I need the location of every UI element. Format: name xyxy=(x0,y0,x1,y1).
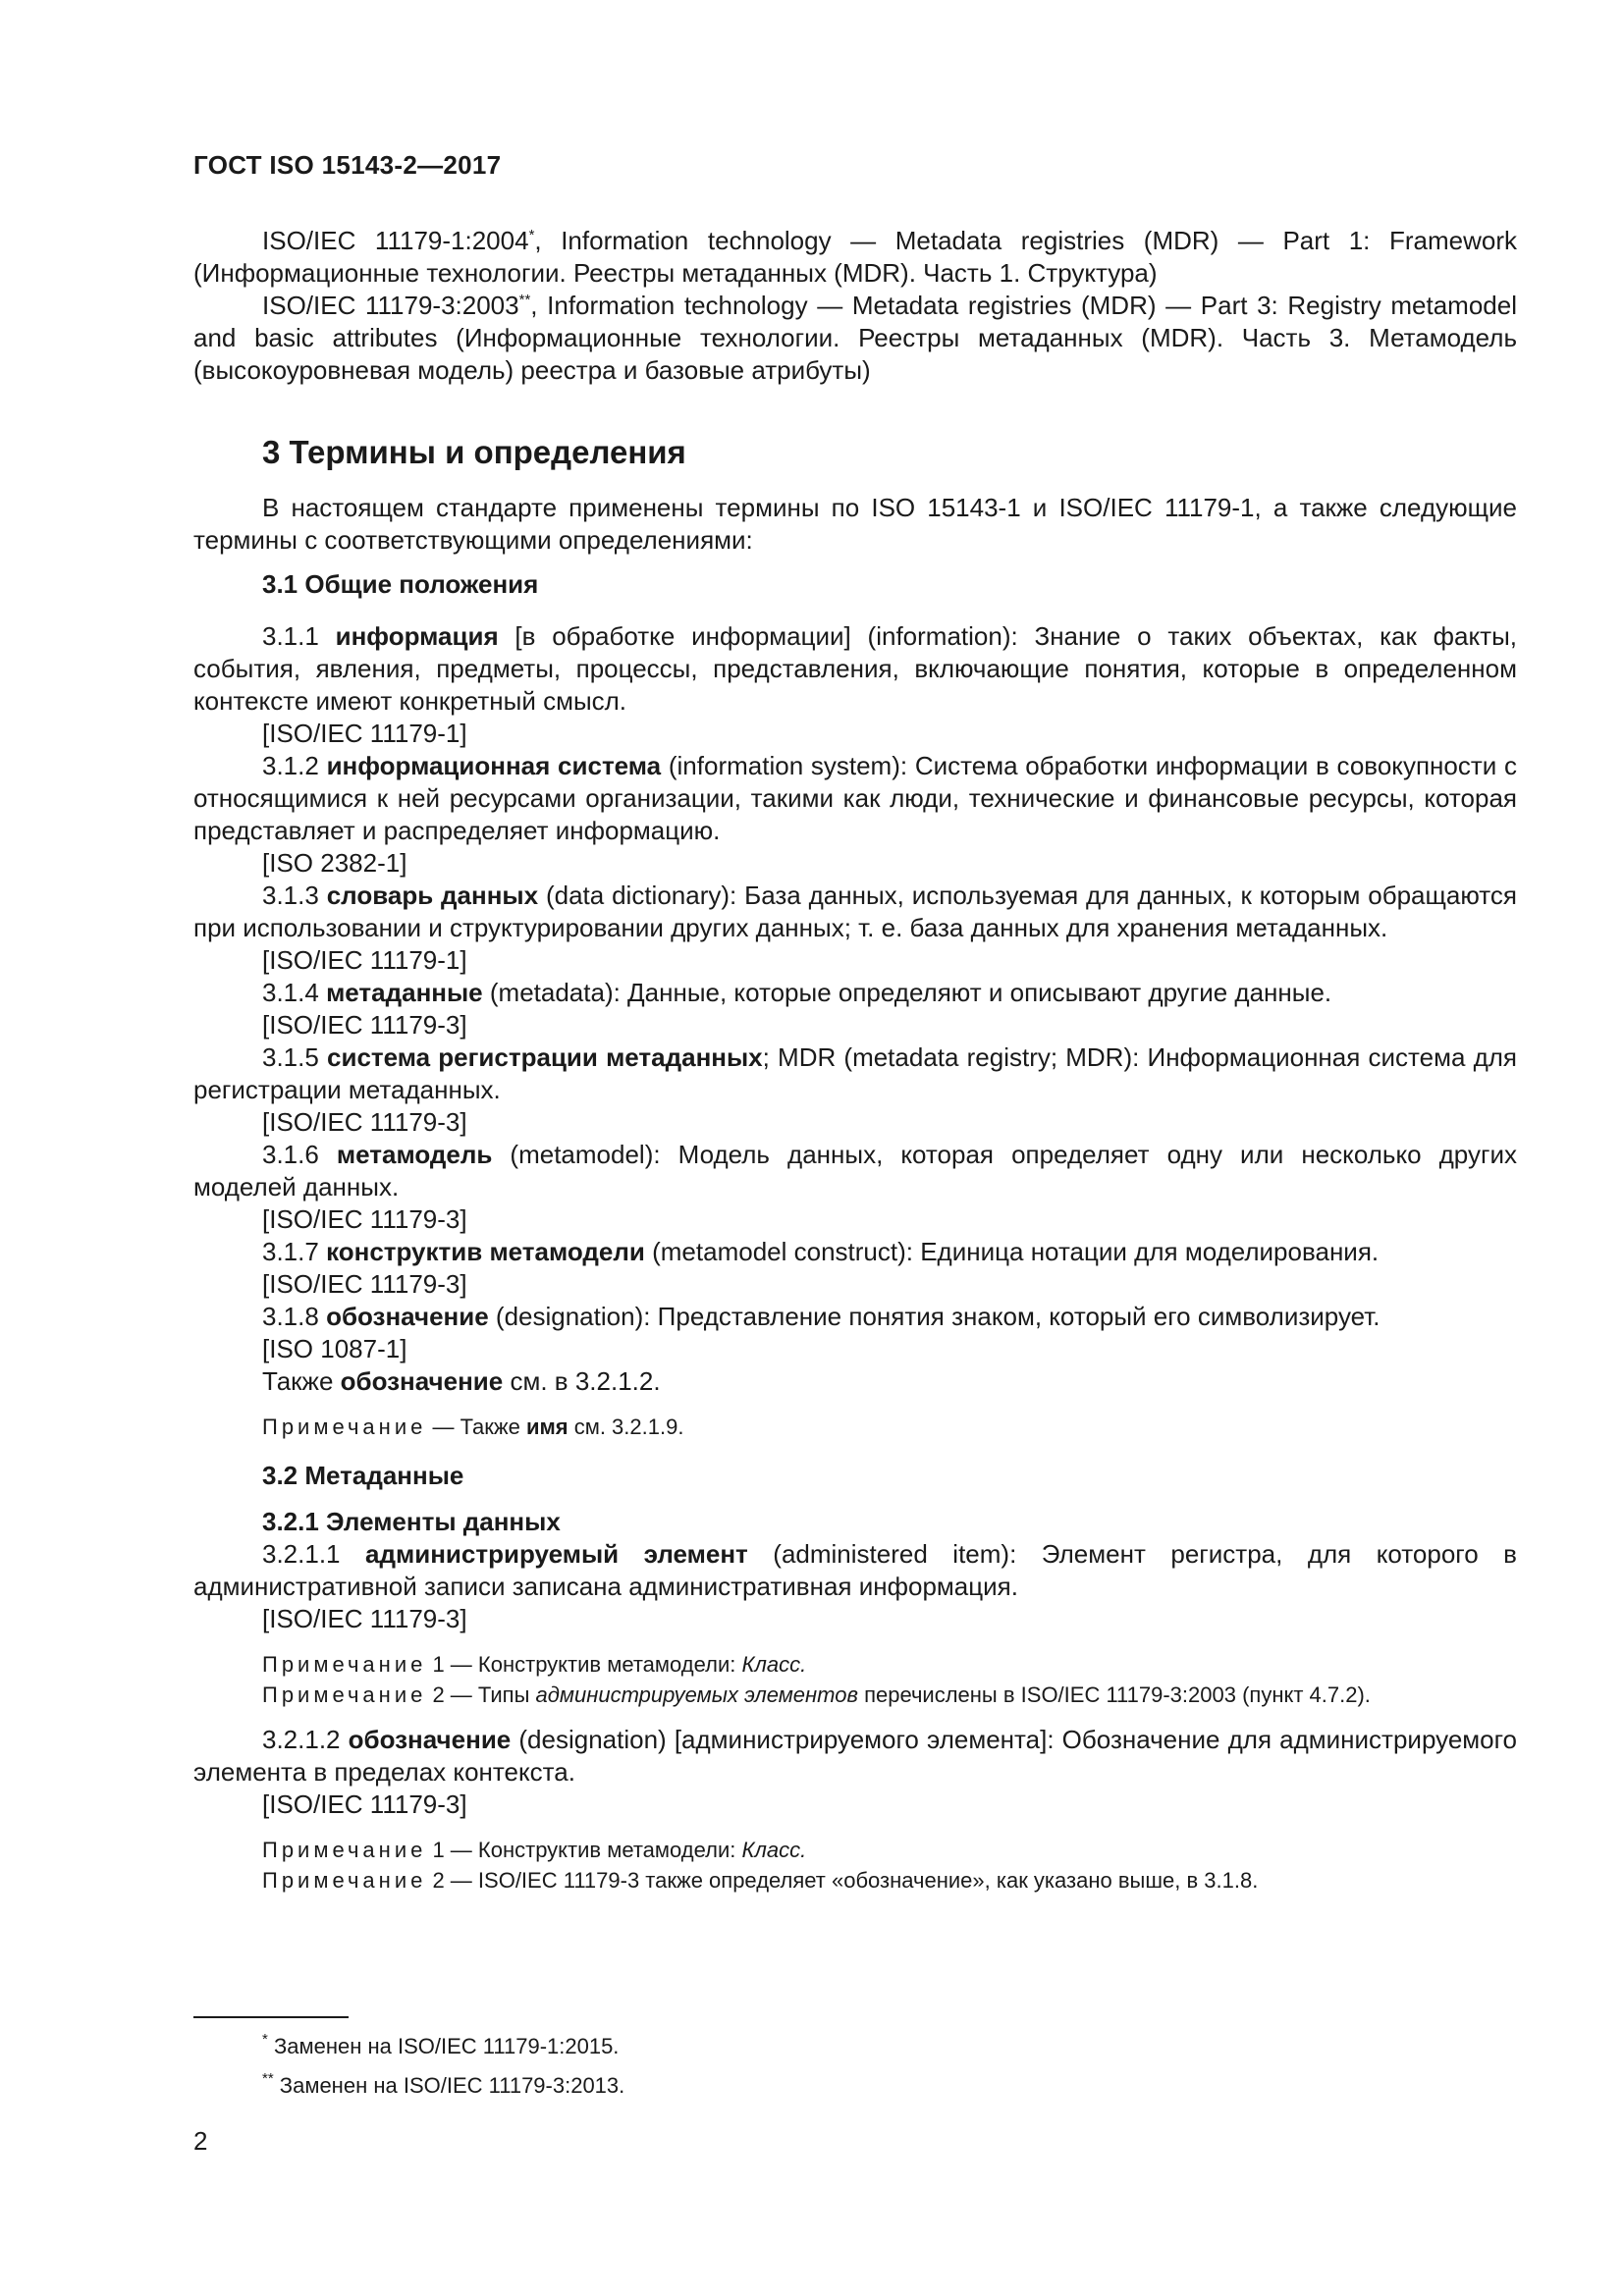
term-source: [ISO/IEC 11179-1] xyxy=(262,945,467,975)
section-3-title: 3 Термины и определения xyxy=(262,434,686,470)
note-3-2-1-1-b: Примечание 2 — Типы администрируемых элементов перечислены в ISO/IEC 11179-3:2003 (пункт 4.7.2). xyxy=(262,1682,1371,1707)
footnote-marker: * xyxy=(262,2031,268,2048)
footnote-marker: ** xyxy=(518,292,531,308)
term-3-1-2: 3.1.2 информационная система (information system): Система обработки информации в совокупности с относящимися к ней ресурсами организации, такими как люди, технические и финансовые ресурсы, которая представляет и распределяет информацию. xyxy=(193,751,1517,845)
footnote-marker: ** xyxy=(262,2070,274,2087)
term-source: [ISO 1087-1] xyxy=(262,1334,407,1363)
term-name: информация xyxy=(335,621,499,651)
term-3-1-6: 3.1.6 метамодель (metamodel): Модель данных, которая определяет одну или несколько других моделей данных. xyxy=(193,1140,1517,1201)
term-name: обозначение xyxy=(326,1302,489,1331)
term-source: [ISO/IEC 11179-3] xyxy=(262,1107,467,1137)
note-3-1-8: Примечание — Также имя см. 3.2.1.9. xyxy=(262,1415,684,1439)
page-number: 2 xyxy=(193,2126,208,2156)
spacer xyxy=(193,1398,1517,1412)
term-3-1-7: 3.1.7 конструктив метамодели (metamodel construct): Единица нотации для моделирования. xyxy=(262,1237,1380,1266)
footnote-2: ** Заменен на ISO/IEC 11179-3:2013. xyxy=(262,2070,625,2098)
term-name: обозначение xyxy=(348,1725,512,1754)
term-name: администрируемый элемент xyxy=(365,1539,748,1569)
term-name: информационная система xyxy=(326,751,662,780)
term-source: [ISO/IEC 11179-3] xyxy=(262,1604,467,1633)
spacer xyxy=(193,1821,1517,1835)
footnote-marker: * xyxy=(528,227,535,243)
subsection-3-2-title: 3.2 Метаданные xyxy=(262,1461,464,1490)
term-name: словарь данных xyxy=(326,881,539,910)
term-source: [ISO/IEC 11179-3] xyxy=(262,1269,467,1299)
normative-reference-1: ISO/IEC 11179-1:2004*, Information technology — Metadata registries (MDR) — Part 1: Framework (Информационные технологии. Реестры метаданных (MDR). Часть 1. Структура) xyxy=(193,226,1517,288)
subsection-3-2-1-title: 3.2.1 Элементы данных xyxy=(262,1507,561,1536)
term-3-1-3: 3.1.3 словарь данных (data dictionary): База данных, используемая для данных, к которым обращаются при использовании и структурировании других данных; т. е. база данных для хранения метаданных. xyxy=(193,881,1517,942)
section-3-intro: В настоящем стандарте применены термины по ISO 15143-1 и ISO/IEC 11179-1, а также следующие термины с соответствующими определениями: xyxy=(193,493,1517,555)
standard-code-header: ГОСТ ISO 15143-2—2017 xyxy=(193,150,502,180)
term-name: система регистрации метаданных xyxy=(327,1042,763,1072)
term-source: [ISO 2382-1] xyxy=(262,848,407,878)
term-source: [ISO/IEC 11179-3] xyxy=(262,1789,467,1819)
term-source: [ISO/IEC 11179-1] xyxy=(262,719,467,748)
note-3-2-1-1-a: Примечание 1 — Конструктив метамодели: Класс. xyxy=(262,1652,807,1677)
term-3-1-1: 3.1.1 информация [в обработке информации] (information): Знание о таких объектах, как факты, события, явления, предметы, процессы, представления, включающие понятия, которые в определенном контексте имеют конкретный смысл. xyxy=(193,621,1517,716)
note-3-2-1-2-a: Примечание 1 — Конструктив метамодели: Класс. xyxy=(262,1838,807,1862)
term-3-2-1-1: 3.2.1.1 администрируемый элемент (administered item): Элемент регистра, для которого в административной записи записана административная информация. xyxy=(193,1539,1517,1601)
term-3-1-5: 3.1.5 система регистрации метаданных; MDR (metadata registry; MDR): Информационная система для регистрации метаданных. xyxy=(193,1042,1518,1104)
footnote-1: * Заменен на ISO/IEC 11179-1:2015. xyxy=(262,2031,620,2058)
term-name: метамодель xyxy=(336,1140,493,1169)
subsection-3-1-title: 3.1 Общие положения xyxy=(262,569,539,599)
term-3-1-4: 3.1.4 метаданные (metadata): Данные, которые определяют и описывают другие данные. xyxy=(262,978,1332,1007)
footnote-separator xyxy=(193,2016,349,2018)
term-name: конструктив метамодели xyxy=(326,1237,645,1266)
note-3-2-1-2-b: Примечание 2 — ISO/IEC 11179-3 также определяет «обозначение», как указано выше, в 3.1.8. xyxy=(262,1868,1259,1893)
term-3-1-8: 3.1.8 обозначение (designation): Представление понятия знаком, который его символизирует. xyxy=(262,1302,1380,1331)
term-3-2-1-2: 3.2.1.2 обозначение (designation) [администрируемого элемента]: Обозначение для администрируемого элемента в пределах контекста. xyxy=(193,1725,1517,1787)
term-source: [ISO/IEC 11179-3] xyxy=(262,1204,467,1234)
term-name: метаданные xyxy=(326,978,483,1007)
see-also-line: Также обозначение см. в 3.2.1.2. xyxy=(262,1366,661,1396)
term-source: [ISO/IEC 11179-3] xyxy=(262,1010,467,1040)
normative-reference-2: ISO/IEC 11179-3:2003**, Information technology — Metadata registries (MDR) — Part 3: Registry metamodel and basic attributes (Информационные технологии. Реестры метаданных (MDR). Часть 3. Метамодель (высокоуровневая модель) реестра и базовые атрибуты) xyxy=(193,291,1518,385)
spacer xyxy=(193,1635,1517,1649)
page-body xyxy=(193,225,1517,1896)
spacer xyxy=(193,1710,1517,1724)
